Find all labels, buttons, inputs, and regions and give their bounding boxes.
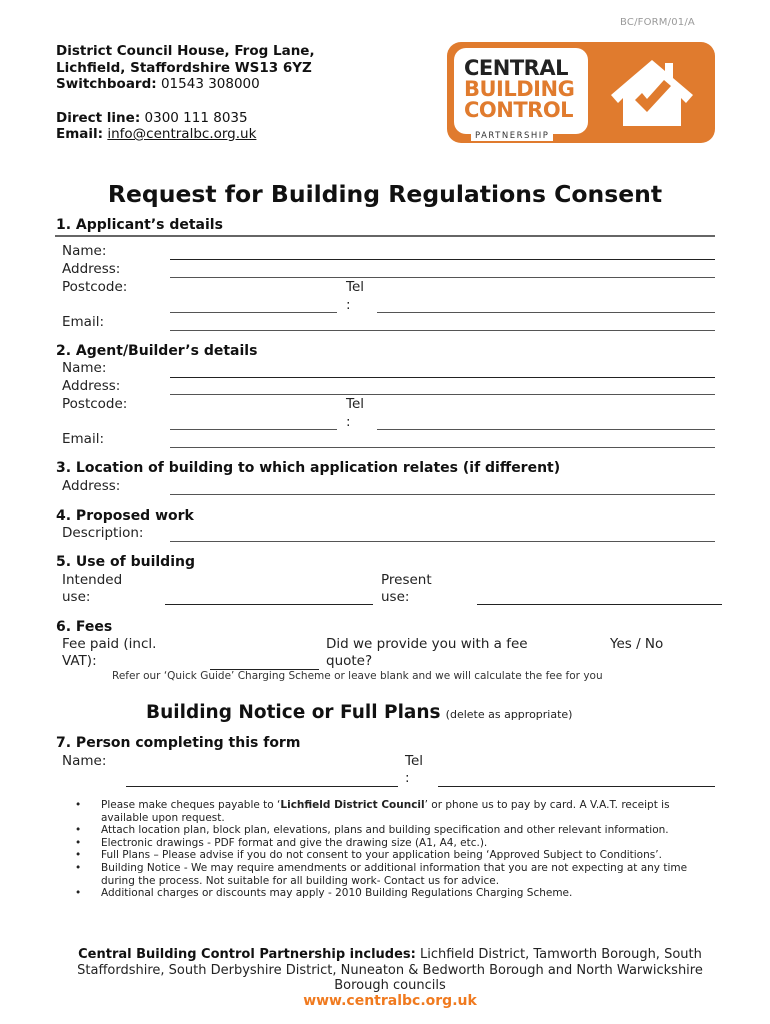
description-field[interactable] (170, 541, 715, 542)
page-title: Request for Building Regulations Consent (107, 180, 663, 208)
bullet-icon: • (75, 887, 82, 900)
footer-body: Lichfield District, Tamworth Borough, South Staffordshire, South Derbyshire District, Nuneaton & Bedworth Borough and North Warwickshire Borough councils (77, 947, 703, 993)
fee-paid-label-1: Fee paid (incl. (62, 636, 157, 652)
applicant-name-field[interactable] (170, 259, 715, 260)
footer-partnership (50, 947, 730, 994)
person-tel-colon: : (405, 770, 410, 786)
intended-use-label-1: Intended (62, 572, 123, 588)
person-tel-label: Tel (405, 753, 424, 769)
guidance-item (70, 824, 720, 837)
guidance-text: Please make cheques payable to ‘ (101, 799, 281, 811)
guidance-item (70, 837, 720, 850)
section-use-heading: 5. Use of building (56, 554, 195, 570)
bullet-icon: • (75, 824, 82, 837)
guidance-text: ’ or phone us to pay by card. A V.A.T. receipt is available upon request. (101, 799, 670, 824)
email-link[interactable]: info@centralbc.org.uk (107, 126, 257, 142)
footer-website-link[interactable]: www.centralbc.org.uk (303, 992, 477, 1009)
applicant-tel-field[interactable] (377, 312, 715, 313)
section-divider (55, 235, 715, 237)
agent-tel-colon: : (346, 414, 351, 430)
fee-paid-label-2: VAT): (62, 653, 97, 669)
applicant-email-field[interactable] (170, 330, 715, 331)
section-applicant-heading: 1. Applicant’s details (56, 217, 223, 233)
guidance-bold: Lichfield District Council (280, 799, 425, 811)
logo-line-control: CONTROL (464, 98, 574, 122)
present-use-label-1: Present (381, 572, 432, 588)
address-line-2: Lichfield, Staffordshire WS13 6YZ (56, 59, 312, 76)
email-label: Email: (56, 126, 104, 142)
agent-address-label: Address: (62, 378, 121, 394)
direct-line-label: Direct line: (56, 109, 141, 126)
fee-note: Refer our ‘Quick Guide’ Charging Scheme or leave blank and we will calculate the fee for you (112, 670, 603, 682)
guidance-item (70, 887, 720, 900)
person-name-field[interactable] (126, 786, 398, 787)
applicant-name-label: Name: (62, 243, 107, 259)
agent-name-field[interactable] (170, 377, 715, 378)
agent-tel-field[interactable] (377, 429, 715, 430)
bullet-icon: • (75, 849, 82, 862)
logo-line-partnership: PARTNERSHIP (471, 131, 553, 141)
description-label: Description: (62, 525, 144, 541)
applicant-postcode-label: Postcode: (62, 279, 128, 295)
logo-line-central: CENTRAL (464, 56, 568, 80)
address-line-1: District Council House, Frog Lane, (56, 43, 315, 59)
section-agent-heading: 2. Agent/Builder’s details (56, 343, 258, 359)
agent-tel-label: Tel (346, 396, 365, 412)
applicant-address-label: Address: (62, 261, 121, 277)
bullet-icon: • (75, 861, 82, 874)
guidance-text: Building Notice - We may require amendments or additional information that you are not expecting at any time during the process. Not suitable for all building work- Contact us for advice. (101, 861, 688, 887)
notice-type-subtitle: (delete as appropriate) (445, 708, 573, 721)
person-tel-field[interactable] (438, 786, 715, 787)
logo-text-panel (454, 48, 588, 134)
footer-lead: Central Building Control Partnership includes: (78, 947, 416, 962)
location-address-field[interactable] (170, 494, 715, 495)
agent-postcode-label: Postcode: (62, 396, 128, 412)
footer (50, 947, 730, 1009)
switchboard-label: Switchboard: (56, 76, 157, 92)
agent-email-label: Email: (62, 431, 105, 447)
location-address-label: Address: (62, 478, 121, 494)
guidance-list (70, 799, 720, 900)
guidance-item (70, 799, 720, 824)
applicant-email-label: Email: (62, 314, 105, 330)
section-location-heading: 3. Location of building to which application relates (if different) (56, 460, 561, 476)
fee-quote-question-1: Did we provide you with a fee (326, 636, 528, 652)
section-person-heading: 7. Person completing this form (56, 735, 301, 751)
form-code: BC/FORM/01/A (620, 17, 695, 28)
guidance-text: Full Plans – Please advise if you do not consent to your application being ‘Approved Subject to Conditions’. (101, 849, 662, 862)
switchboard-value: 01543 308000 (160, 76, 260, 92)
applicant-tel-label: Tel (346, 279, 365, 295)
bullet-icon: • (75, 799, 82, 811)
logo-line-building: BUILDING (464, 77, 575, 101)
present-use-label-2: use: (381, 589, 410, 605)
applicant-tel-colon: : (346, 297, 351, 313)
fee-quote-question-2: quote? (326, 653, 373, 669)
guidance-item (70, 849, 720, 862)
guidance-item (70, 862, 720, 887)
agent-name-label: Name: (62, 360, 107, 376)
agent-address-field[interactable] (170, 394, 715, 395)
contact-block (56, 43, 315, 143)
section-proposed-work-heading: 4. Proposed work (56, 508, 194, 524)
applicant-postcode-field[interactable] (170, 312, 337, 313)
notice-type-title[interactable]: Building Notice or Full Plans (146, 702, 441, 723)
intended-use-field[interactable] (165, 604, 373, 605)
house-check-icon (607, 56, 697, 130)
guidance-text: Additional charges or discounts may apply - 2010 Building Regulations Charging Scheme. (101, 887, 573, 900)
direct-line-value: 0300 111 8035 (144, 109, 248, 126)
present-use-field[interactable] (477, 604, 722, 605)
applicant-address-field[interactable] (170, 277, 715, 278)
agent-postcode-field[interactable] (170, 429, 337, 430)
cbc-logo (447, 42, 715, 143)
bullet-icon: • (75, 836, 82, 849)
person-name-label: Name: (62, 753, 107, 769)
intended-use-label-2: use: (62, 589, 91, 605)
notice-type-row (146, 702, 572, 723)
fee-quote-yes-no[interactable]: Yes / No (610, 636, 664, 652)
guidance-text: Electronic drawings - PDF format and give the drawing size (A1, A4, etc.). (101, 836, 488, 849)
agent-email-field[interactable] (170, 447, 715, 448)
section-fees-heading: 6. Fees (56, 619, 113, 635)
guidance-text: Attach location plan, block plan, elevations, plans and building specification and other relevant information. (101, 824, 669, 837)
